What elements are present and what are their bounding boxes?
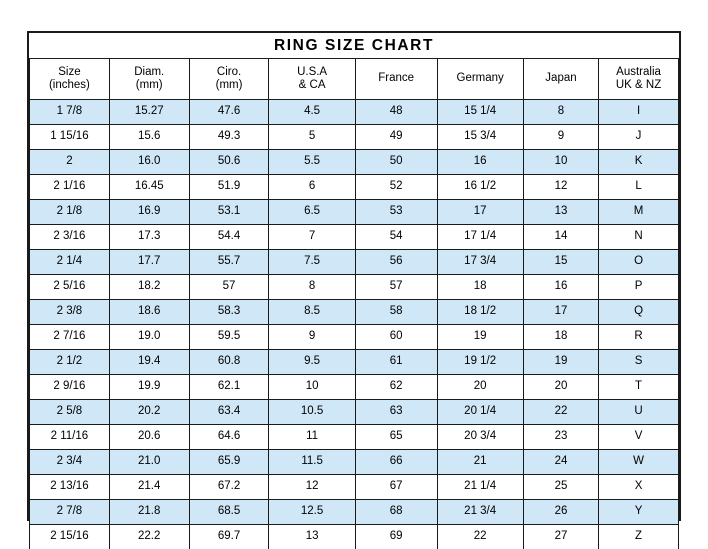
table-cell: 60 (355, 325, 437, 350)
table-cell: 7.5 (269, 250, 355, 275)
table-row (30, 250, 679, 275)
table-cell: 2 1/4 (30, 250, 110, 275)
table-cell: W (599, 450, 679, 475)
column-header-line1: Diam. (134, 65, 165, 78)
table-cell: 2 3/8 (30, 300, 110, 325)
column-header-1 (30, 59, 110, 100)
column-header-line1: Australia (616, 65, 661, 78)
table-cell: 16 1/2 (437, 175, 523, 200)
table-cell: 2 13/16 (30, 475, 110, 500)
table-cell: 53 (355, 200, 437, 225)
table-cell: 9 (269, 325, 355, 350)
table-row (30, 150, 679, 175)
table-cell: 2 (30, 150, 110, 175)
table-cell: 16.0 (109, 150, 189, 175)
table-row (30, 325, 679, 350)
table-row (30, 275, 679, 300)
table-cell: 2 9/16 (30, 375, 110, 400)
table-cell: 49.3 (189, 125, 269, 150)
table-cell: 12 (523, 175, 598, 200)
table-cell: 64.6 (189, 425, 269, 450)
table-cell: 60.8 (189, 350, 269, 375)
table-cell: 5.5 (269, 150, 355, 175)
table-cell: 6.5 (269, 200, 355, 225)
column-header-5 (355, 59, 437, 100)
table-cell: 15.6 (109, 125, 189, 150)
table-cell: 18 (523, 325, 598, 350)
column-header-line1: France (378, 72, 415, 85)
table-cell: 65.9 (189, 450, 269, 475)
table-cell: 2 15/16 (30, 525, 110, 549)
column-header-line1: U.S.A (297, 65, 328, 78)
table-row (30, 525, 679, 549)
table-cell: 21.0 (109, 450, 189, 475)
table-cell: 57 (355, 275, 437, 300)
table-cell: 69 (355, 525, 437, 549)
table-cell: 2 5/16 (30, 275, 110, 300)
table-cell: 20 (523, 375, 598, 400)
table-cell: Z (599, 525, 679, 549)
table-cell: 12 (269, 475, 355, 500)
table-cell: 68 (355, 500, 437, 525)
table-cell: 2 3/16 (30, 225, 110, 250)
table-row (30, 300, 679, 325)
table-cell: U (599, 400, 679, 425)
table-row (30, 350, 679, 375)
table-cell: 15 3/4 (437, 125, 523, 150)
table-cell: 61 (355, 350, 437, 375)
table-cell: 65 (355, 425, 437, 450)
table-cell: 23 (523, 425, 598, 450)
table-cell: 26 (523, 500, 598, 525)
table-cell: 48 (355, 100, 437, 125)
column-header-2 (109, 59, 189, 100)
table-cell: 68.5 (189, 500, 269, 525)
table-cell: V (599, 425, 679, 450)
column-header-line1: Ciro. (216, 65, 242, 78)
table-cell: 24 (523, 450, 598, 475)
column-header-7 (523, 59, 598, 100)
column-header-line2: (mm) (215, 79, 243, 91)
table-cell: 63 (355, 400, 437, 425)
table-header-row (30, 59, 679, 100)
column-header-line2: & CA (298, 79, 326, 91)
table-cell: 6 (269, 175, 355, 200)
table-cell: 57 (189, 275, 269, 300)
table-cell: 7 (269, 225, 355, 250)
table-cell: 2 5/8 (30, 400, 110, 425)
table-cell: 11.5 (269, 450, 355, 475)
table-cell: 58.3 (189, 300, 269, 325)
table-cell: 67 (355, 475, 437, 500)
table-cell: 59.5 (189, 325, 269, 350)
table-cell: 21 (437, 450, 523, 475)
table-cell: Y (599, 500, 679, 525)
table-cell: 5 (269, 125, 355, 150)
table-row (30, 175, 679, 200)
table-cell: 22.2 (109, 525, 189, 549)
table-cell: 1 15/16 (30, 125, 110, 150)
column-header-8 (599, 59, 679, 100)
table-cell: 62 (355, 375, 437, 400)
table-cell: 8 (269, 275, 355, 300)
table-row (30, 425, 679, 450)
table-cell: 10 (523, 150, 598, 175)
table-cell: 16 (523, 275, 598, 300)
table-cell: 10 (269, 375, 355, 400)
table-cell: 9 (523, 125, 598, 150)
column-header-line2: UK & NZ (615, 79, 662, 91)
table-cell: 18 1/2 (437, 300, 523, 325)
table-cell: J (599, 125, 679, 150)
table-cell: 2 3/4 (30, 450, 110, 475)
table-cell: 16.45 (109, 175, 189, 200)
table-cell: 50 (355, 150, 437, 175)
column-header-4 (269, 59, 355, 100)
table-cell: 54.4 (189, 225, 269, 250)
table-cell: N (599, 225, 679, 250)
table-cell: 67.2 (189, 475, 269, 500)
table-cell: 2 1/16 (30, 175, 110, 200)
table-cell: 17 3/4 (437, 250, 523, 275)
table-cell: 52 (355, 175, 437, 200)
table-cell: 54 (355, 225, 437, 250)
table-cell: 55.7 (189, 250, 269, 275)
column-header-line2: (mm) (135, 79, 163, 91)
table-cell: 18.6 (109, 300, 189, 325)
table-cell: 50.6 (189, 150, 269, 175)
table-cell: 8.5 (269, 300, 355, 325)
table-cell: I (599, 100, 679, 125)
table-cell: 14 (523, 225, 598, 250)
table-cell: 20.2 (109, 400, 189, 425)
table-cell: 21 1/4 (437, 475, 523, 500)
table-cell: 51.9 (189, 175, 269, 200)
table-cell: T (599, 375, 679, 400)
table-cell: 25 (523, 475, 598, 500)
table-cell: 15.27 (109, 100, 189, 125)
table-cell: 19.9 (109, 375, 189, 400)
ring-size-table (29, 33, 679, 549)
table-cell: 22 (437, 525, 523, 549)
table-cell: 4.5 (269, 100, 355, 125)
table-cell: Q (599, 300, 679, 325)
table-cell: 17 (523, 300, 598, 325)
table-cell: 2 11/16 (30, 425, 110, 450)
table-cell: 15 1/4 (437, 100, 523, 125)
table-cell: O (599, 250, 679, 275)
table-cell: 58 (355, 300, 437, 325)
table-cell: 20 1/4 (437, 400, 523, 425)
table-cell: 19 (437, 325, 523, 350)
column-header-line1: Japan (545, 72, 577, 85)
table-cell: 19 (523, 350, 598, 375)
table-cell: 21 3/4 (437, 500, 523, 525)
table-cell: S (599, 350, 679, 375)
column-header-3 (189, 59, 269, 100)
table-row (30, 475, 679, 500)
column-header-line2: (inches) (48, 79, 90, 91)
table-cell: 47.6 (189, 100, 269, 125)
table-cell: 8 (523, 100, 598, 125)
table-cell: 19 1/2 (437, 350, 523, 375)
table-cell: 12.5 (269, 500, 355, 525)
table-cell: 20 3/4 (437, 425, 523, 450)
table-cell: 19.4 (109, 350, 189, 375)
column-header-line1: Germany (456, 72, 504, 85)
table-row (30, 400, 679, 425)
table-cell: 17 1/4 (437, 225, 523, 250)
table-cell: 2 1/8 (30, 200, 110, 225)
table-cell: 20 (437, 375, 523, 400)
table-cell: 19.0 (109, 325, 189, 350)
table-cell: 62.1 (189, 375, 269, 400)
table-row (30, 500, 679, 525)
table-row (30, 450, 679, 475)
table-cell: 18.2 (109, 275, 189, 300)
table-cell: 18 (437, 275, 523, 300)
table-cell: R (599, 325, 679, 350)
table-cell: 2 7/8 (30, 500, 110, 525)
table-row (30, 100, 679, 125)
table-cell: 16 (437, 150, 523, 175)
page-title: RING SIZE CHART (30, 33, 679, 59)
table-cell: 22 (523, 400, 598, 425)
table-cell: 27 (523, 525, 598, 549)
table-cell: M (599, 200, 679, 225)
table-cell: 17.3 (109, 225, 189, 250)
table-cell: 9.5 (269, 350, 355, 375)
table-cell: 2 1/2 (30, 350, 110, 375)
table-cell: 13 (523, 200, 598, 225)
table-cell: 13 (269, 525, 355, 549)
column-header-line1: Size (58, 65, 81, 78)
table-cell: 2 7/16 (30, 325, 110, 350)
table-cell: 63.4 (189, 400, 269, 425)
table-cell: 56 (355, 250, 437, 275)
table-row (30, 225, 679, 250)
table-cell: L (599, 175, 679, 200)
table-cell: X (599, 475, 679, 500)
table-cell: 1 7/8 (30, 100, 110, 125)
table-row (30, 375, 679, 400)
table-cell: 20.6 (109, 425, 189, 450)
table-cell: P (599, 275, 679, 300)
table-cell: 16.9 (109, 200, 189, 225)
table-cell: 69.7 (189, 525, 269, 549)
chart-title-row (30, 33, 679, 59)
table-cell: 21.4 (109, 475, 189, 500)
ring-size-chart (27, 31, 681, 543)
table-row (30, 125, 679, 150)
table-cell: 11 (269, 425, 355, 450)
table-cell: 21.8 (109, 500, 189, 525)
table-cell: 53.1 (189, 200, 269, 225)
table-cell: 49 (355, 125, 437, 150)
table-row (30, 200, 679, 225)
table-body (30, 33, 679, 549)
table-cell: 66 (355, 450, 437, 475)
table-cell: K (599, 150, 679, 175)
table-cell: 17 (437, 200, 523, 225)
table-cell: 10.5 (269, 400, 355, 425)
table-cell: 15 (523, 250, 598, 275)
table-cell: 17.7 (109, 250, 189, 275)
column-header-6 (437, 59, 523, 100)
